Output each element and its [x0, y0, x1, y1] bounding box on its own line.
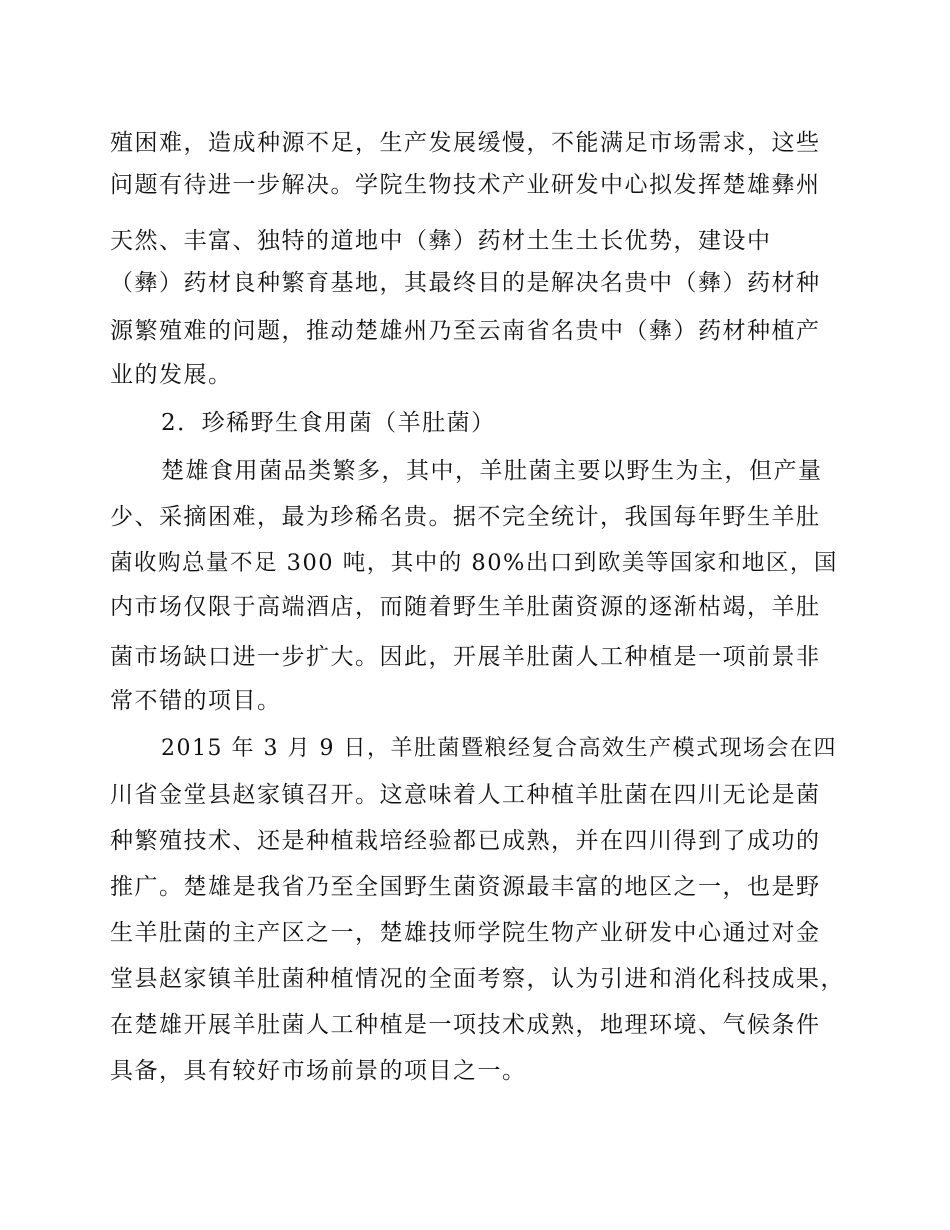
text-line: 天然、丰富、独特的道地中（彝）药材土生土长优势，建设中 — [110, 228, 772, 254]
text-line: 问题有待进一步解决。学院生物技术产业研发中心拟发挥楚雄彝州 — [110, 172, 821, 198]
text-line: 殖困难，造成种源不足，生产发展缓慢，不能满足市场需求，这些 — [110, 130, 821, 156]
text-line: 业的发展。 — [110, 362, 233, 388]
text-line: 具备，具有较好市场前景的项目之一。 — [110, 1058, 527, 1084]
text-line: 在楚雄开展羊肚菌人工种植是一项技术成熟，地理环境、气候条件 — [110, 1012, 821, 1038]
text-line: 堂县赵家镇羊肚菌种植情况的全面考察，认为引进和消化科技成果， — [110, 966, 845, 992]
text-line: 推广。楚雄是我省乃至全国野生菌资源最丰富的地区之一，也是野 — [110, 874, 821, 900]
text-line: 菌收购总量不足 300 吨，其中的 80%出口到欧美等国家和地区，国 — [110, 550, 838, 576]
text-line: 内市场仅限于高端酒店，而随着野生羊肚菌资源的逐渐枯竭，羊肚 — [110, 594, 821, 620]
text-line: 常不错的项目。 — [110, 688, 282, 714]
text-line: 生羊肚菌的主产区之一，楚雄技师学院生物产业研发中心通过对金 — [110, 920, 821, 946]
text-line: 种繁殖技术、还是种植栽培经验都已成熟，并在四川得到了成功的 — [110, 828, 821, 854]
section-heading: 2．珍稀野生食用菌（羊肚菌） — [161, 410, 496, 436]
text-line: 2015 年 3 月 9 日，羊肚菌暨粮经复合高效生产模式现场会在四 — [161, 736, 837, 761]
text-line: 楚雄食用菌品类繁多，其中，羊肚菌主要以野生为主，但产量 — [161, 458, 823, 484]
text-line: 菌市场缺口进一步扩大。因此，开展羊肚菌人工种植是一项前景非 — [110, 644, 821, 670]
text-line: （彝）药材良种繁育基地，其最终目的是解决名贵中（彝）药材种 — [110, 270, 821, 296]
text-line: 川省金堂县赵家镇召开。这意味着人工种植羊肚菌在四川无论是菌 — [110, 782, 821, 808]
text-line: 少、采摘困难，最为珍稀名贵。据不完全统计，我国每年野生羊肚 — [110, 504, 821, 530]
text-line: 源繁殖难的问题，推动楚雄州乃至云南省名贵中（彝）药材种植产 — [110, 318, 821, 344]
